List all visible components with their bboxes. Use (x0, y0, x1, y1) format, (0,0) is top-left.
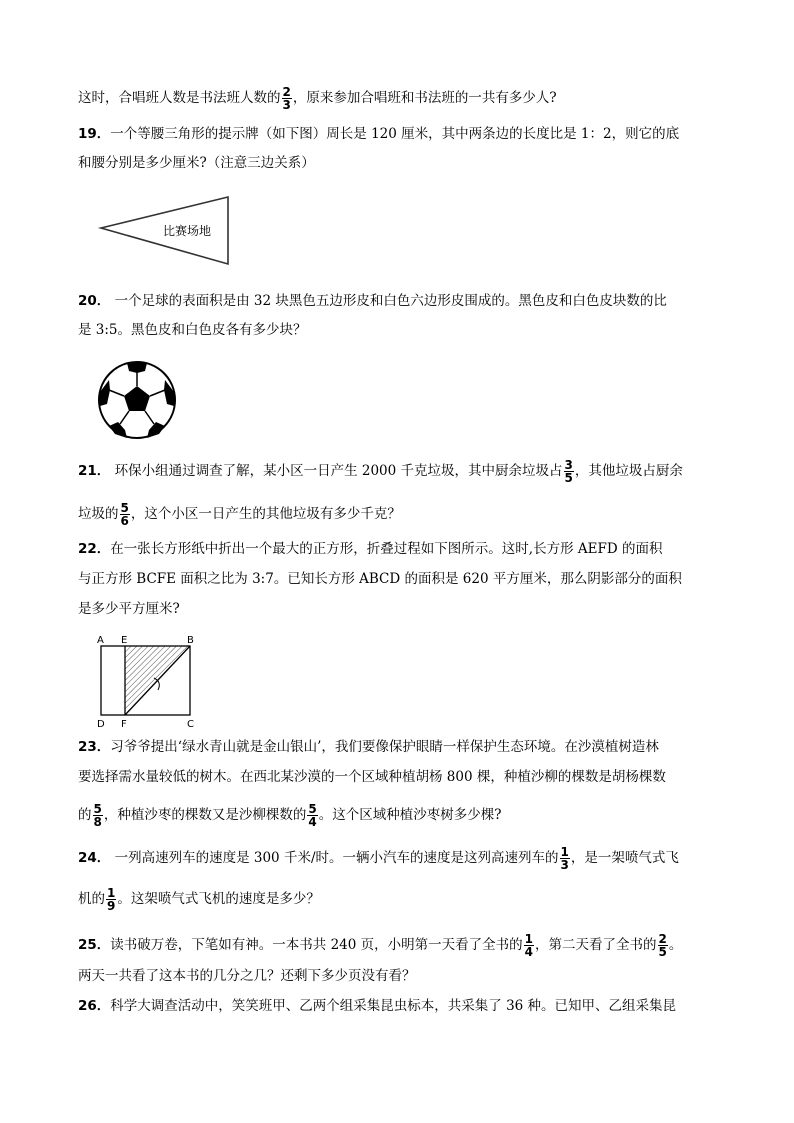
q21-line1: 21． 环保小组通过调查了解，某小区一日产生 2000 千克垃圾，其中厨余垃圾占 $\frac{3}{5}$ ，其他垃圾占厨余 (78, 458, 683, 485)
soccer-ball-figure (97, 360, 177, 440)
q25-line2: 两天一共看了这本书的几分之几？还剩下多少页没有看？ (78, 968, 416, 984)
q24-fraction-2: $\frac{1}{9}$ (107, 886, 116, 913)
label-e: E (121, 635, 128, 646)
q22-line3: 是多少平方厘米? (78, 601, 180, 617)
label-d: D (97, 719, 105, 730)
q22-number: 22． (78, 541, 111, 557)
q18-tail-line (78, 86, 557, 111)
q23-number: 23． (78, 739, 111, 755)
q25-fraction-2: $\frac{2}{5}$ (658, 932, 667, 959)
q20-line2: 是 3:5。黑色皮和白色皮各有多少块？ (78, 322, 307, 338)
label-a: A (97, 635, 104, 646)
q24-fraction-1: $\frac{1}{3}$ (560, 845, 569, 872)
q19-text: 一个等腰三角形的提示牌（如下图）周长是 120 厘米，其中两条边的长度比是 1：2，则它的底 (110, 126, 680, 142)
label-c: C (187, 719, 194, 730)
q22-line2: 与正方形 BCFE 面积之比为 3:7。已知长方形 ABCD 的面积是 620 平方厘米，那么阴影部分的面积 (78, 571, 682, 587)
q21-fraction-1: $\frac{3}{5}$ (564, 458, 573, 485)
q26-line1: 26．科学大调查活动中，笑笑班甲、乙两个组采集昆虫标本，共采集了 36 种。已知甲、乙组采集昆 (78, 998, 677, 1014)
triangle-sign-figure (98, 194, 232, 268)
q23-line2: 要选择需水量较低的树木。在西北某沙漠的一个区域种植胡杨 800 棵，种植沙柳的棵数是胡杨棵数 (78, 769, 666, 785)
folding-rectangle-figure (92, 634, 202, 732)
q23-line1: 23．习爷爷提出‘绿水青山就是金山银山’，我们要像保护眼睛一样保护生态环境。在沙漠植树造林 (78, 739, 659, 755)
q23-fraction-2: $\frac{5}{4}$ (308, 802, 317, 829)
q24-line2: 机的 $\frac{1}{9}$ 。这架喷气式飞机的速度是多少？ (78, 886, 320, 913)
q23-fraction-1: $\frac{5}{8}$ (93, 802, 102, 829)
label-f: F (121, 719, 127, 730)
q24-line1: 24． 一列高速列车的速度是 300 千米/时。一辆小汽车的速度是这列高速列车的 $\frac{1}{3}$ ，是一架喷气式飞 (78, 845, 679, 872)
q19-number: 19． (78, 126, 111, 142)
q19-line2: 和腰分别是多少厘米?（注意三边关系） (78, 155, 315, 171)
q18-text: 这时，合唱班人数是书法班人数的 (78, 90, 281, 106)
q25-number: 25． (78, 937, 111, 953)
q23-line3: 的 $\frac{5}{8}$ ，种植沙枣的棵数又是沙柳棵数的 $\frac{5}{4}$ 。这个区域种植沙枣树多少棵? (78, 802, 502, 829)
q26-number: 26． (78, 998, 111, 1014)
q25-fraction-1: $\frac{1}{4}$ (524, 932, 534, 959)
q21-number: 21． (78, 463, 111, 479)
q19-line1 (78, 124, 679, 144)
sign-text: 比赛场地 (163, 224, 212, 238)
q20-number: 20． (78, 293, 111, 309)
q21-fraction-2: $\frac{5}{6}$ (120, 501, 129, 528)
label-b: B (187, 635, 194, 646)
q22-line1: 22．在一张长方形纸中折出一个最大的正方形，折叠过程如下图所示。这时,长方形 AEFD 的面积 (78, 541, 663, 557)
q18-text-end: ，原来参加合唱班和书法班的一共有多少人? (292, 90, 557, 106)
q24-number: 24． (78, 850, 111, 866)
q18-fraction: $\frac{2}{3}$ (282, 85, 291, 112)
q25-line1: 25．读书破万卷，下笔如有神。一本书共 240 页，小明第一天看了全书的 $\frac{1}{4}$ ，第二天看了全书的 $\frac{2}{5}$ 。 (78, 932, 683, 959)
q20-line1: 20． 一个足球的表面积是由 32 块黑色五边形皮和白色六边形皮围成的。黑色皮和白色皮块数的比 (78, 293, 667, 309)
q21-line2: 垃圾的 $\frac{5}{6}$ ，这个小区一日产生的其他垃圾有多少千克？ (78, 501, 401, 528)
